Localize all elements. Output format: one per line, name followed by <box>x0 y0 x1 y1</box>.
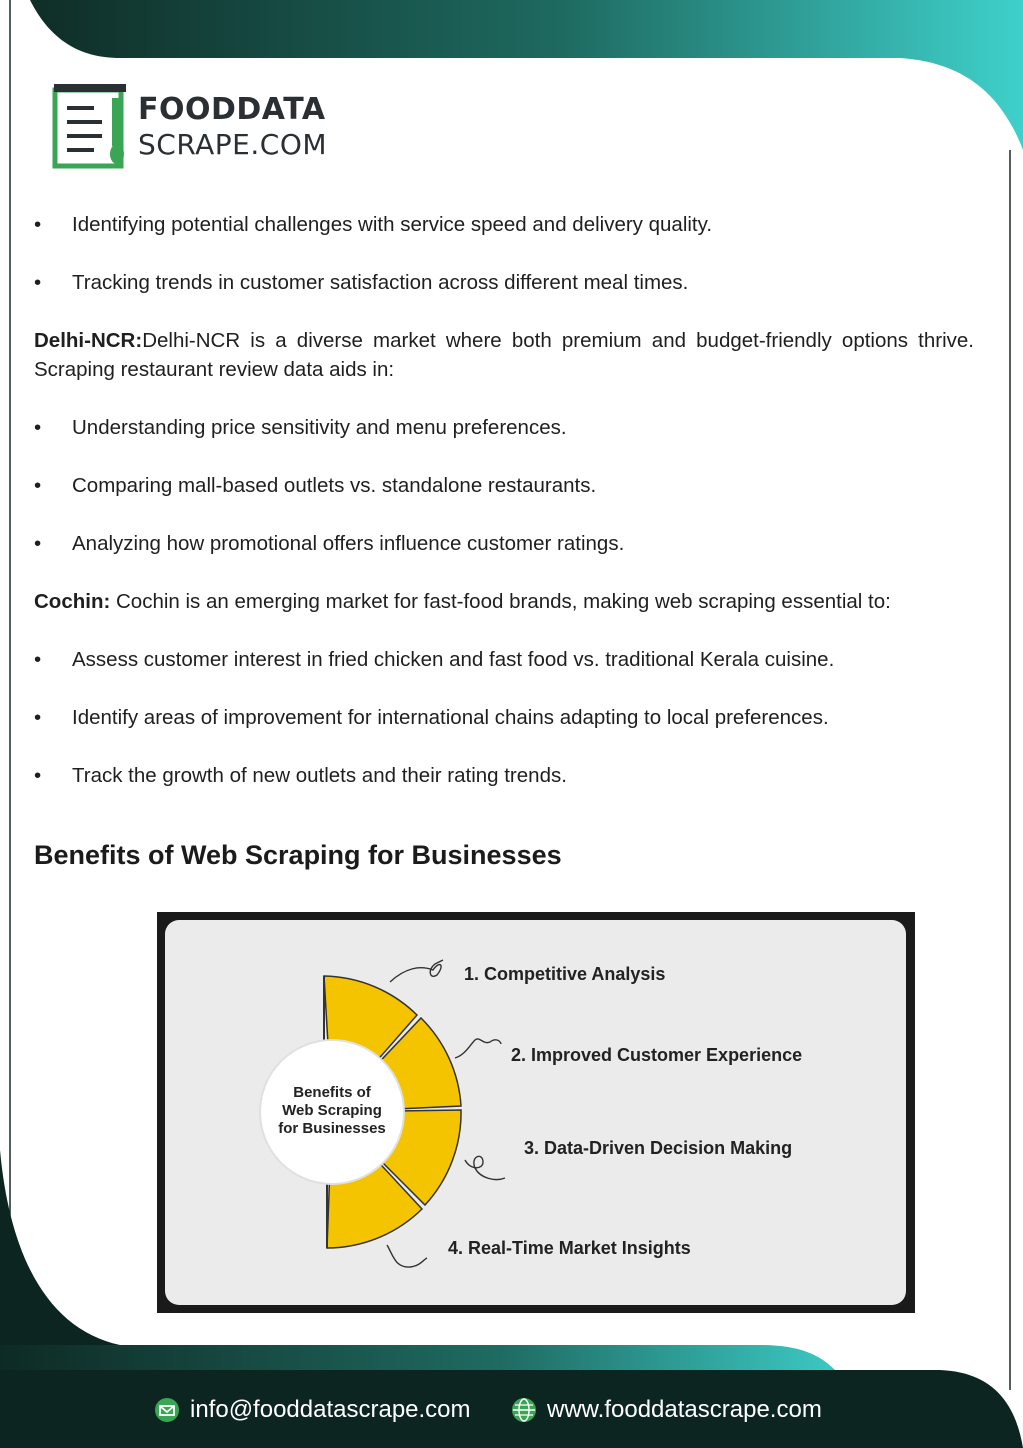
list-item <box>34 268 974 297</box>
bullet-marker: • <box>34 416 42 439</box>
footer-contact <box>0 1390 1023 1430</box>
footer-website-text[interactable]: www.fooddatascrape.com <box>547 1396 822 1423</box>
delhi-paragraph <box>34 326 974 384</box>
list-item <box>34 645 974 674</box>
footer-website[interactable] <box>511 1396 822 1424</box>
logo-icon <box>52 84 132 170</box>
list-item-text: Analyzing how promotional offers influence customer ratings. <box>72 532 625 555</box>
bullet-marker: • <box>34 706 42 729</box>
cochin-paragraph <box>34 587 974 616</box>
arrow-icon <box>455 1039 501 1058</box>
mail-icon <box>154 1397 180 1423</box>
list-item-text: Comparing mall-based outlets vs. standalone restaurants. <box>72 474 597 497</box>
bullet-marker: • <box>34 648 42 671</box>
bullet-marker: • <box>34 474 42 497</box>
benefit-label-2: 2. Improved Customer Experience <box>511 1045 803 1065</box>
arrow-icon <box>465 1156 505 1179</box>
benefit-label-4: 4. Real-Time Market Insights <box>448 1238 691 1258</box>
center-label-line: for Businesses <box>278 1120 386 1137</box>
arrow-icon <box>390 960 443 982</box>
list-item-text: Identify areas of improvement for international chains adapting to local preferences. <box>72 706 829 729</box>
benefits-figure <box>157 912 915 1313</box>
bullet-marker: • <box>34 213 42 236</box>
logo-wordmark-bottom: SCRAPE.COM <box>138 128 328 161</box>
wheel-center-label <box>257 1084 407 1138</box>
bullet-marker: • <box>34 764 42 787</box>
list-item <box>34 529 974 558</box>
benefits-figure-panel <box>165 920 906 1305</box>
brand-logo <box>52 84 352 170</box>
list-item <box>34 413 974 442</box>
bottom-band <box>0 1345 835 1370</box>
list-item-text: Tracking trends in customer satisfaction across different meal times. <box>72 271 689 294</box>
center-label-line: Web Scraping <box>282 1102 382 1119</box>
list-item-text: Understanding price sensitivity and menu preferences. <box>72 416 567 439</box>
footer-email[interactable] <box>154 1396 471 1424</box>
list-item <box>34 471 974 500</box>
list-item-text: Assess customer interest in fried chicken and fast food vs. traditional Kerala cuisine. <box>72 648 835 671</box>
delhi-label: Delhi-NCR: <box>34 329 143 352</box>
bottom-left-curve <box>0 1150 120 1345</box>
footer-email-text[interactable]: info@fooddatascrape.com <box>190 1396 471 1423</box>
benefit-label-1: 1. Competitive Analysis <box>464 964 666 984</box>
list-item <box>34 761 974 790</box>
arrow-icon <box>387 1245 427 1267</box>
list-item <box>34 210 974 239</box>
list-item <box>34 703 974 732</box>
article-body <box>34 210 974 819</box>
list-item-text: Identifying potential challenges with service speed and delivery quality. <box>72 213 713 236</box>
list-item-text: Track the growth of new outlets and their rating trends. <box>72 764 567 787</box>
cochin-text: Cochin is an emerging market for fast-food brands, making web scraping essential to: <box>110 590 891 613</box>
benefit-label-3: 3. Data-Driven Decision Making <box>524 1138 793 1158</box>
delhi-text: Delhi-NCR is a diverse market where both premium and budget-friendly options thrive. Scraping restaurant review data aids in: <box>34 329 974 381</box>
center-label-line: Benefits of <box>293 1084 371 1101</box>
bullet-marker: • <box>34 532 42 555</box>
logo-wordmark-top: FOODDATA <box>138 92 326 127</box>
globe-icon <box>511 1397 537 1423</box>
section-heading: Benefits of Web Scraping for Businesses <box>34 840 562 870</box>
cochin-label: Cochin: <box>34 590 111 613</box>
bullet-marker: • <box>34 271 42 294</box>
